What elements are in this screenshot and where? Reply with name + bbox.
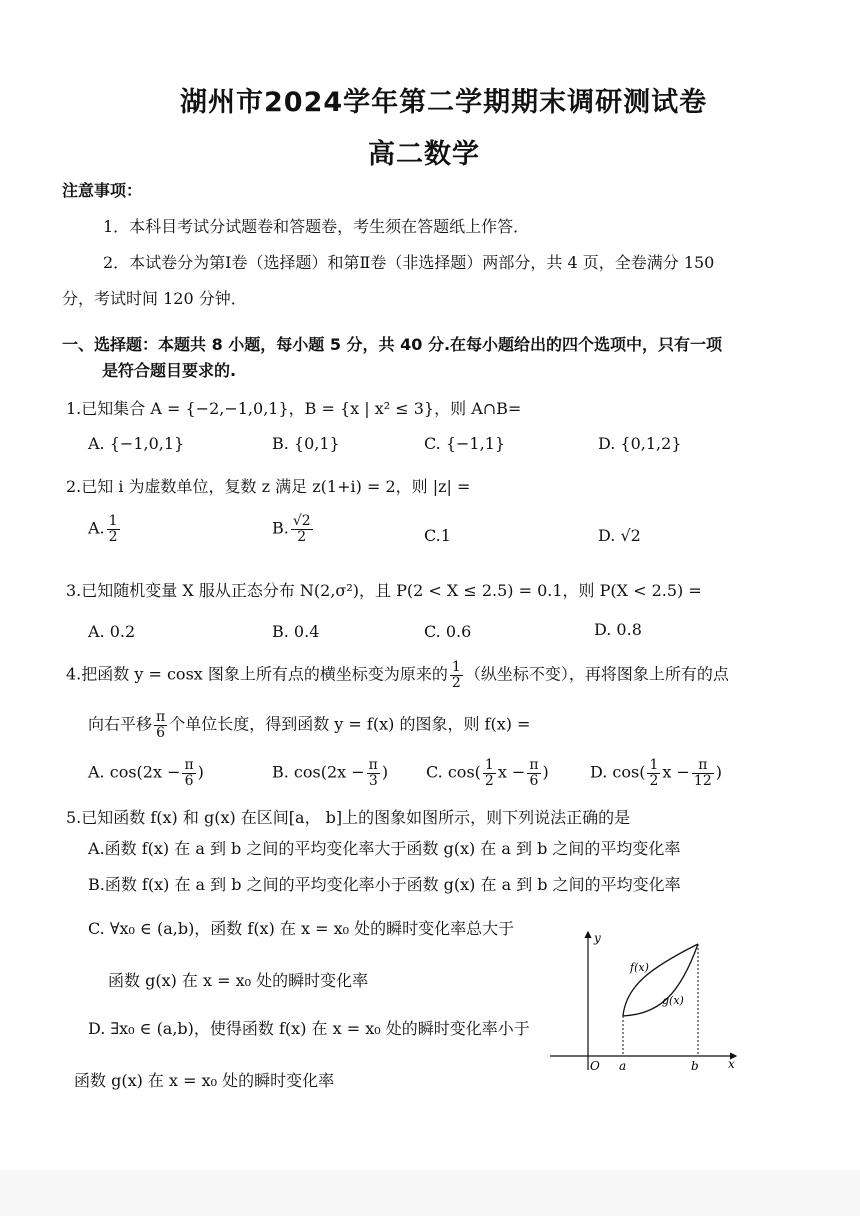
denominator: 2: [451, 674, 461, 691]
fraction: [291, 514, 313, 544]
question-2-option-d: [598, 526, 641, 545]
numerator: π: [368, 757, 378, 773]
fraction: [182, 758, 195, 788]
denominator: 2: [484, 772, 494, 789]
numerator: 1: [108, 513, 118, 529]
function-graph-figure: [540, 924, 745, 1074]
x-axis-label: x: [728, 1057, 735, 1071]
numerator: π: [156, 709, 166, 725]
question-5-option-b: B.函数 f(x) 在 a 到 b 之间的平均变化率小于函数 g(x) 在 a 到 b 之间的平均变化率: [88, 875, 681, 894]
question-1-option-a: A. {−1,0,1}: [88, 434, 185, 453]
fraction: [450, 660, 463, 690]
denominator: 2: [108, 528, 118, 545]
numerator: π: [692, 758, 714, 774]
numerator: 1: [484, 757, 494, 773]
stem-text: （纵坐标不变），再将图象上所有的点: [464, 664, 729, 684]
numerator: 1: [649, 757, 659, 773]
a-tick-label: a: [619, 1059, 627, 1073]
question-1-option-d: D. {0,1,2}: [598, 434, 682, 453]
f-curve: [623, 944, 698, 1016]
question-3-stem: 3.已知随机变量 X 服从正态分布 N(2,σ²)，且 P(2 < X ≤ 2.5) = 0.1，则 P(X < 2.5) =: [66, 581, 702, 600]
question-4-option-b: [272, 758, 388, 788]
numerator: 1: [451, 659, 461, 675]
option-text: ): [715, 762, 722, 782]
option-label: B.: [272, 518, 289, 538]
denominator: 2: [649, 772, 659, 789]
question-4-stem: [66, 660, 729, 690]
question-2-option-c: C.1: [424, 526, 451, 545]
denominator: 12: [693, 772, 712, 789]
denominator: 6: [184, 772, 194, 789]
denominator: 6: [156, 724, 166, 741]
fraction: [692, 758, 714, 788]
question-3-option-c: C. 0.6: [424, 622, 472, 641]
exam-subject: 高二数学: [368, 139, 480, 170]
question-2-option-b: [272, 514, 315, 544]
numerator: √2: [292, 513, 311, 529]
question-4-option-c: [426, 758, 549, 788]
question-5-option-d-line2: 函数 g(x) 在 x = x₀ 处的瞬时变化率: [74, 1071, 335, 1090]
g-curve: [623, 944, 698, 1016]
question-5-option-c-line1: C. ∀x₀ ∈ (a,b)，函数 f(x) 在 x = x₀ 处的瞬时变化率总大于: [88, 919, 515, 938]
question-2-option-a: [88, 514, 122, 544]
question-4-option-d: [590, 758, 722, 788]
question-5-option-a: A.函数 f(x) 在 a 到 b 之间的平均变化率大于函数 g(x) 在 a 到 b 之间的平均变化率: [88, 839, 681, 858]
fraction: [107, 514, 120, 544]
option-label: A.: [88, 518, 105, 538]
numerator: π: [529, 757, 539, 773]
question-3-option-d: D. 0.8: [594, 620, 642, 639]
option-text: C. cos(: [426, 762, 481, 782]
question-5-option-c-line2: 函数 g(x) 在 x = x₀ 处的瞬时变化率: [108, 971, 369, 990]
question-3-option-b: B. 0.4: [272, 622, 320, 641]
question-1-option-b: B. {0,1}: [272, 434, 340, 453]
option-text: ): [542, 762, 549, 782]
b-tick-label: b: [691, 1059, 699, 1073]
y-axis-label: y: [594, 931, 601, 945]
option-text: D. cos(: [590, 762, 646, 782]
option-text: ): [381, 762, 389, 782]
question-5-stem: 5.已知函数 f(x) 和 g(x) 在区间[a， b]上的图象如图所示，则下列说法正确的是: [66, 808, 631, 827]
fraction: [647, 758, 660, 788]
question-4-stem-line2: [88, 710, 530, 740]
option-text: A. cos(2x −: [88, 762, 181, 782]
option-label: D.: [598, 526, 616, 545]
g-curve-label: g(x): [662, 994, 684, 1007]
exam-title: 湖州市2024学年第二学期期末调研测试卷: [180, 87, 708, 118]
page-bottom-band: [0, 1170, 860, 1216]
denominator: 6: [529, 772, 539, 789]
question-2-stem: 2.已知 i 为虚数单位，复数 z 满足 z(1+i) = 2，则 |z| =: [66, 477, 471, 496]
f-curve-label: f(x): [630, 961, 649, 974]
denominator: 3: [368, 772, 378, 789]
fraction: [367, 758, 380, 788]
fraction: [483, 758, 496, 788]
question-5-option-d-line1: D. ∃x₀ ∈ (a,b)，使得函数 f(x) 在 x = x₀ 处的瞬时变化率小于: [88, 1019, 530, 1038]
question-1-stem: 1.已知集合 A = {−2,−1,0,1}，B = {x | x² ≤ 3}，则 A∩B=: [66, 399, 522, 418]
numerator: π: [184, 757, 194, 773]
denominator: 2: [297, 528, 307, 545]
option-text: x −: [662, 762, 690, 782]
sqrt-value: √2: [620, 526, 641, 545]
stem-text: 个单位长度，得到函数 y = f(x) 的图象，则 f(x) =: [169, 714, 531, 734]
question-4-option-a: [88, 758, 204, 788]
note-item-2-line1: 2．本试卷分为第Ⅰ卷（选择题）和第Ⅱ卷（非选择题）两部分，共 4 页，全卷满分 150: [103, 253, 715, 272]
option-text: ): [197, 762, 204, 782]
question-1-option-c: C. {−1,1}: [424, 434, 506, 453]
fraction: [527, 758, 540, 788]
fraction: [154, 710, 167, 740]
note-item-1: 1．本科目考试分试题卷和答题卷，考生须在答题纸上作答．: [103, 217, 530, 236]
notes-heading: 注意事项：: [62, 181, 143, 200]
stem-text: 4.把函数 y = cosx 图象上所有点的横坐标变为原来的: [66, 664, 448, 684]
section-heading-line1: 一、选择题：本题共 8 小题，每小题 5 分，共 40 分.在每小题给出的四个选项中，只有一项: [62, 335, 723, 354]
option-text: x −: [497, 762, 526, 782]
note-item-2-line2: 分，考试时间 120 分钟．: [62, 289, 247, 308]
section-heading-line2: 是符合题目要求的.: [102, 361, 237, 380]
question-3-option-a: A. 0.2: [88, 622, 136, 641]
origin-label: O: [590, 1059, 600, 1073]
option-text: B. cos(2x −: [272, 762, 365, 782]
stem-text: 向右平移: [88, 714, 153, 734]
